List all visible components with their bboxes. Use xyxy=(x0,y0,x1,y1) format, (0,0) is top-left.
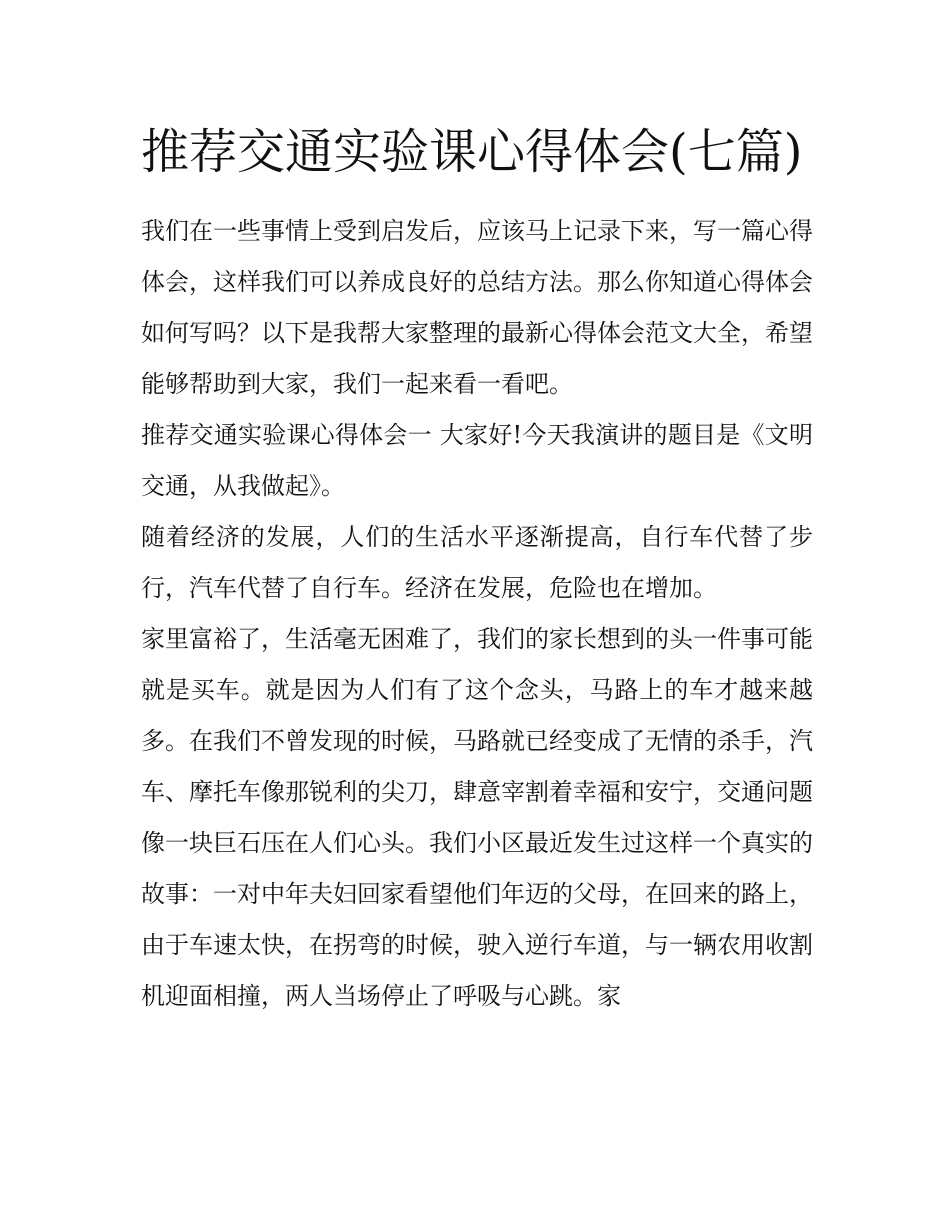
document-page xyxy=(141,112,813,1022)
paragraph-story: 家里富裕了，生活毫无困难了，我们的家长想到的头一件事可能就是买车。就是因为人们有了这个念头，马路上的车才越来越多。在我们不曾发现的时候，马路就已经变成了无情的杀手，汽车、摩托车像那锐利的尖刀，肆意宰割着幸福和安宁，交通问题像一块巨石压在人们心头。我们小区最近发生过这样一个真实的故事：一对中年夫妇回家看望他们年迈的父母，在回来的路上，由于车速太快，在拐弯的时候，驶入逆行车道，与一辆农用收割机迎面相撞，两人当场停止了呼吸与心跳。家 xyxy=(141,625,813,1010)
paragraph-intro: 我们在一些事情上受到启发后，应该马上记录下来，写一篇心得体会，这样我们可以养成良好的总结方法。那么你知道心得体会如何写吗？以下是我帮大家整理的最新心得体会范文大全，希望能够帮助到大家，我们一起来看一看吧。 xyxy=(141,217,813,398)
document-title: 推荐交通实验课心得体会(七篇) xyxy=(141,124,803,180)
paragraph-speech-opening: 推荐交通实验课心得体会一 大家好!今天我演讲的题目是《文明交通，从我做起》。 xyxy=(141,421,813,500)
paragraph-economy: 随着经济的发展，人们的生活水平逐渐提高，自行车代替了步行，汽车代替了自行车。经济在发展，危险也在增加。 xyxy=(141,523,813,602)
